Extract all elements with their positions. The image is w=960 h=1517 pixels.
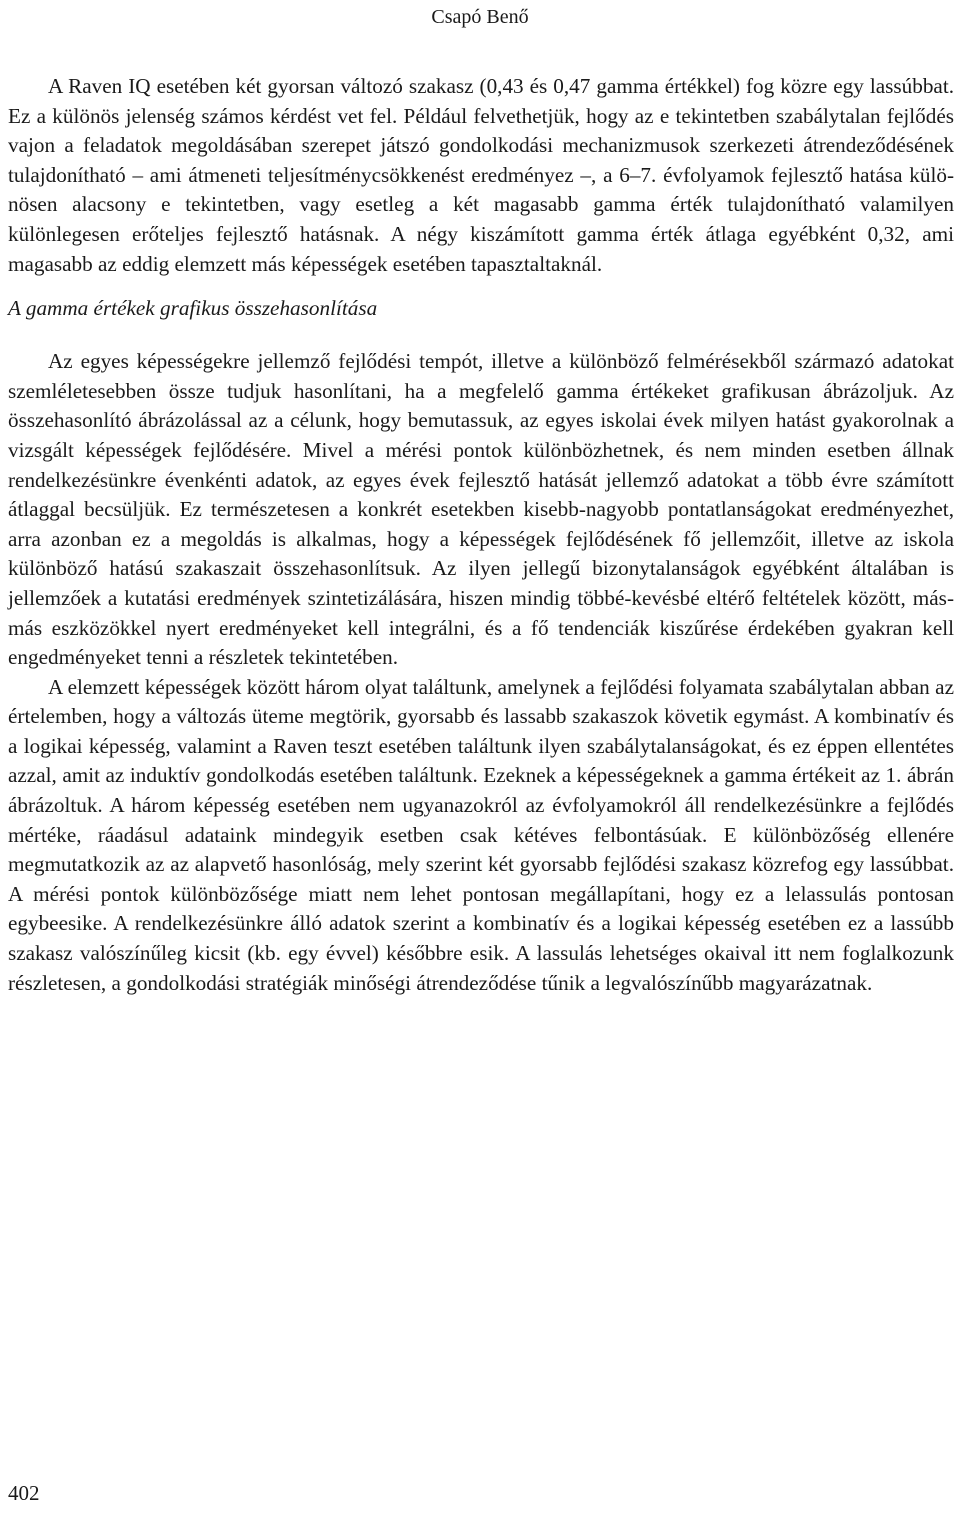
section-heading: A gamma értékek grafikus összehasonlítása bbox=[8, 296, 378, 321]
body-paragraph-raven: A Raven IQ esetében két gyorsan változó szakasz (0,43 és 0,47 gamma értékkel) fog közre egy lassúbbat. Ez a különös jelenség számos kérdést vet fel. Például felvethetjük, hogy az e tekintetben szabálytalan fejlődés vajon a feladatok megoldásában szerepet játszó gondolkodási mechanizmusok szerkezeti átrendeződésének tulajdonítható – ami átmeneti teljesítménycsökkenést eredményez –, a 6–7. évfolyamok fejlesztő hatása különösen alacsony e tekintetben, vagy esetleg a két magasabb gamma érték tulajdonítható valamilyen különlegesen erőteljes fejlesztő hatásnak. A négy kiszámított gamma érték átlaga egyébként 0,32, ami magasabb az eddig elemzett más képességek esetében tapasztaltaknál. bbox=[8, 74, 954, 276]
body-paragraph-gamma-comparison: Az egyes képességekre jellemző fejlődési tempót, illetve a különböző felmérésekből származó adatokat szemléletesebben össze tudjuk hasonlítani, ha a megfelelő gamma értékeket grafikusan ábrázoljuk. Az összehasonlító ábrázolással az a célunk, hogy bemutassuk, az egyes iskolai évek milyen hatást gyakorolnak a vizsgált képességek fejlődésére. Mivel a mérési pontok különbözhetnek, és nem minden esetben állnak rendelkezésünkre évenkénti adatok, az egyes évek fejlesztő hatását jellemző adatokat a több évre számított átlaggal becsüljük. Ez természetesen a konkrét esetekben kisebb-nagyobb pontatlanságokat eredményezhet, arra azonban ez a megoldás is alkalmas, hogy a képességek fejlődésének fő jellemzőit, illetve az iskola különböző hatású szakaszait összehasonlítsuk. Az ilyen jellegű bizonytalanságok egyébként általában is jellemzőek a kutatási eredmények szintetizálására, hiszen mindig többé-kevésbé eltérő feltételek között, másmás eszközökkel nyert eredményeket kell integrálni, és a fő tendenciák kiszűrése érdekében gyakran kell engedményeket tenni a részletek tekintetében. bbox=[8, 349, 954, 670]
page-content bbox=[8, 72, 954, 998]
running-head-author: Csapó Benő bbox=[431, 6, 529, 28]
page-number: 402 bbox=[8, 1481, 40, 1505]
body-paragraph-irregular-development: A elemzett képességek között három olyat találtunk, amelynek a fejlődési folyamata szabálytalan abban az értelemben, hogy a változás üteme megtörik, gyorsabb és lassabb szakaszok követik egymást. A kombinatív és a logikai képesség, valamint a Raven teszt esetében találtunk ilyen szabálytalanságokat, és ez éppen ellentétes azzal, amit az induktív gondolkodás esetében találtunk. Ezeknek a képességeknek a gamma értékeit az 1. ábrán ábrázoltuk. A három képesség esetében nem ugyanazokról az évfolyamokról áll rendelkezésünkre a fejlődés mértéke, ráadásul adataink mindegyik esetben csak kétéves felbontásúak. E különbözőség ellenére megmutatkozik az az alapvető hasonlóság, mely szerint két gyorsabb fejlődési szakasz közrefog egy lassúbbat. A mérési pontok különbözősége miatt nem lehet pontosan megállapítani, hogy ez a lelassulás pontosan egybeesike. A rendelkezésünkre álló adatok szerint a kombinatív és a logikai képesség esetében ez a lassúbb szakasz valószínűleg kicsit (kb. egy évvel) későbbre esik. A lassulás lehetséges okaival itt nem foglalkozunk részletesen, a gondolkodási stratégiák minőségi átrendeződése tűnik a legvalószínűbb magyarázatnak. bbox=[8, 674, 954, 995]
